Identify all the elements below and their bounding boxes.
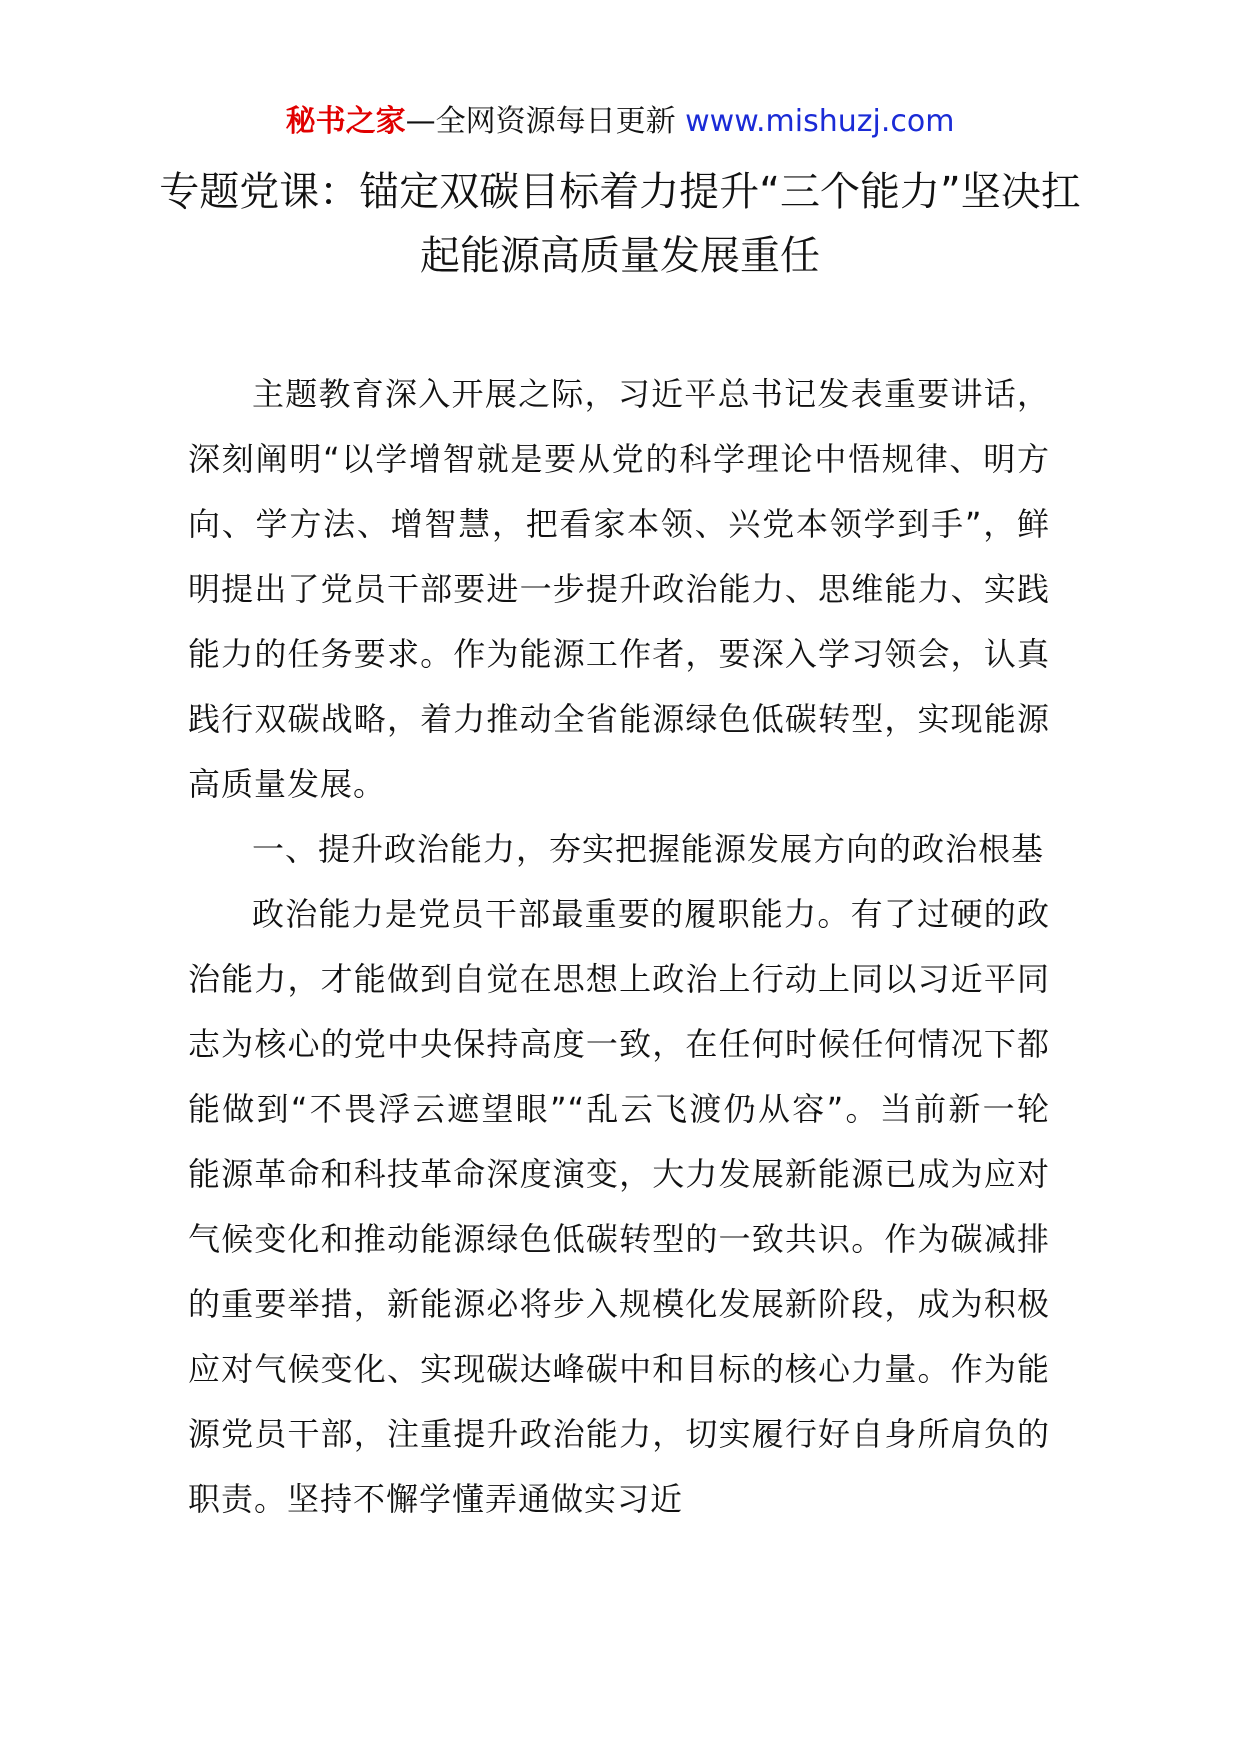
site-url-link[interactable]: www.mishuzj.com <box>685 104 955 139</box>
site-brand: 秘书之家 <box>285 104 406 139</box>
paragraph-political-ability: 政治能力是党员干部最重要的履职能力。有了过硬的政治能力，才能做到自觉在思想上政治上行动上同以习近平同志为核心的党中央保持高度一致，在任何时候任何情况下都能做到“不畏浮云遮望眼”“乱云飞渡仍从容”。当前新一轮能源革命和科技革命深度演变，大力发展新能源已成为应对气候变化和推动能源绿色低碳转型的一致共识。作为碳减排的重要举措，新能源必将步入规模化发展新阶段，成为积极应对气候变化、实现碳达峰碳中和目标的核心力量。作为能源党员干部，注重提升政治能力，切实履行好自身所肩负的职责。坚持不懈学懂弄通做实习近 <box>188 895 1050 1518</box>
section-heading-1: 一、提升政治能力，夯实把握能源发展方向的政治根基 <box>252 830 1045 868</box>
site-tagline: —全网资源每日更新 <box>405 104 676 139</box>
paragraph-intro: 主题教育深入开展之际，习近平总书记发表重要讲话，深刻阐明“以学增智就是要从党的科学理论中悟规律、明方向、学方法、增智慧，把看家本领、兴党本领学到手”，鲜明提出了党员干部要进一步提升政治能力、思维能力、实践能力的任务要求。作为能源工作者，要深入学习领会，认真践行双碳战略，着力推动全省能源绿色低碳转型，实现能源高质量发展。 <box>188 375 1050 803</box>
document-body <box>188 362 1050 1532</box>
document-title: 专题党课：锚定双碳目标着力提升“三个能力”坚决扛起能源高质量发展重任 <box>159 169 1081 279</box>
site-header <box>0 100 1240 144</box>
